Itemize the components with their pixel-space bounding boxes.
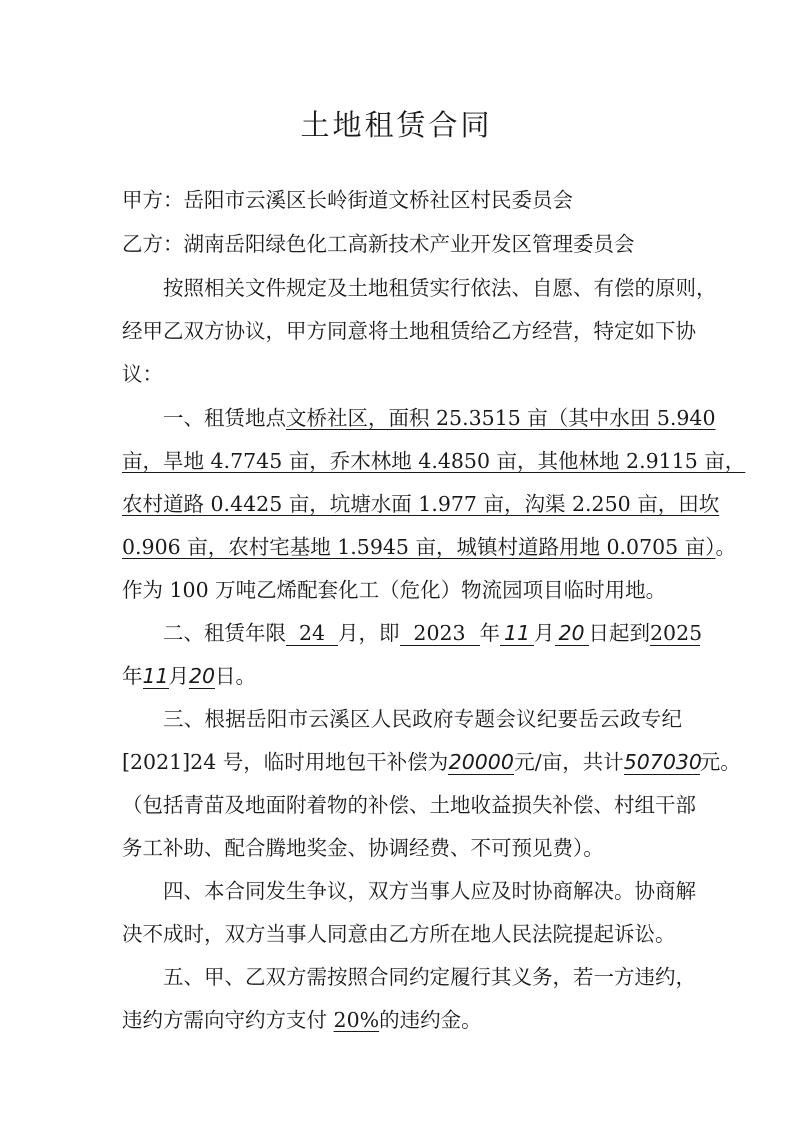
compensation-rate-handwritten: 20000 (448, 750, 514, 774)
document-title: 土地租赁合同 (300, 108, 493, 142)
clause4-line-1: 四、本合同发生争议，双方当事人应及时协商解决。协商解 (163, 879, 696, 903)
lease-location-detail: 文桥社区，面积 25.3515 亩（其中水田 5.940 (286, 406, 716, 430)
end-year: 2025 (650, 621, 703, 645)
preamble-line-2: 经甲乙双方协议，甲方同意将土地租赁给乙方经营，特定如下协 (122, 319, 696, 343)
start-day-handwritten: 20 (555, 621, 589, 646)
clause1-line-1: 一、租赁地点文桥社区，面积 25.3515 亩（其中水田 5.940 (163, 406, 716, 430)
clause5-line-2: 违约方需向守约方支付 20%的违约金。 (122, 1008, 482, 1032)
clause3-line-3: （包括青苗及地面附着物的补偿、土地收益损失补偿、村组干部 (122, 793, 696, 817)
lease-months: 24 (286, 621, 338, 646)
preamble-line-1: 按照相关文件规定及土地租赁实行依法、自愿、有偿的原则， (163, 276, 717, 300)
clause5-line-1: 五、甲、乙双方需按照合同约定履行其义务，若一方违约， (163, 965, 696, 989)
clause2-line-1: 二、租赁年限 24 月，即 2023 年 11 月 20 日起到2025 (163, 621, 703, 645)
start-month-handwritten: 11 (500, 621, 534, 646)
penalty-rate: 20% (333, 1008, 380, 1032)
clause3-line-1: 三、根据岳阳市云溪区人民政府专题会议纪要岳云政专纪 (163, 707, 682, 731)
compensation-total-handwritten: 507030 (623, 750, 702, 774)
party-b: 乙方：湖南岳阳绿色化工高新技术产业开发区管理委员会 (122, 232, 635, 256)
clause3-line-4: 务工补助、配合腾地奖金、协调经费、不可预见费）。 (122, 836, 604, 860)
clause2-line-2: 年11月20日。 (122, 664, 256, 688)
preamble-line-3: 议： (122, 362, 163, 386)
start-year: 2023 (400, 621, 480, 646)
party-a: 甲方：岳阳市云溪区长岭街道文桥社区村民委员会 (122, 188, 573, 212)
end-day-handwritten: 20 (189, 664, 216, 688)
clause1-line-4: 0.906 亩，农村宅基地 1.5945 亩，城镇村道路用地 0.0705 亩）。 (122, 535, 736, 559)
clause4-line-2: 决不成时，双方当事人同意由乙方所在地人民法院提起诉讼。 (122, 922, 676, 946)
clause1-line-5: 作为 100 万吨乙烯配套化工（危化）物流园项目临时用地。 (122, 578, 667, 602)
clause1-line-3: 农村道路 0.4425 亩，坑塘水面 1.977 亩，沟渠 2.250 亩，田坎 (122, 492, 720, 516)
end-month-handwritten: 11 (142, 664, 169, 688)
clause1-line-2: 亩，旱地 4.7745 亩，乔木林地 4.4850 亩，其他林地 2.9115 亩， (122, 449, 746, 473)
clause3-line-2: [2021]24 号，临时用地包干补偿为20000元/亩，共计507030元。 (122, 750, 741, 774)
